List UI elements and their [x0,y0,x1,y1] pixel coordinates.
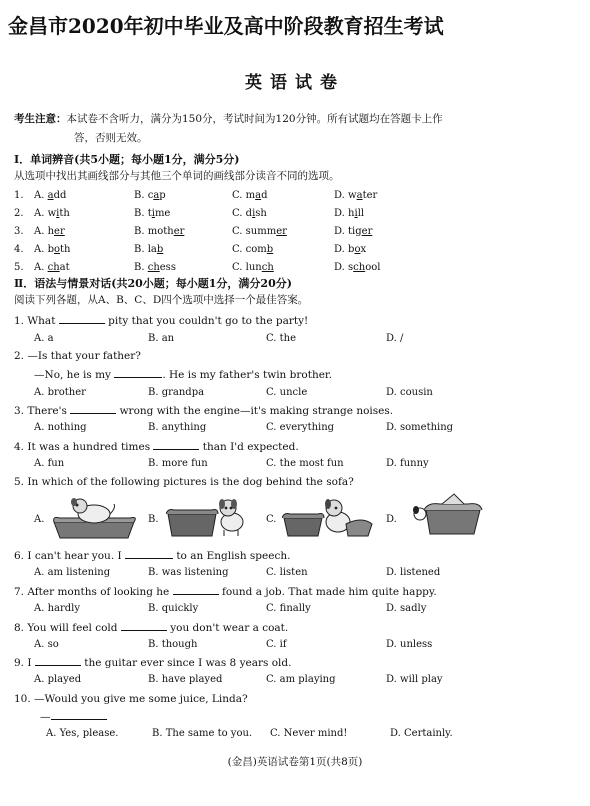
question-6-stem [14,549,290,563]
question-text: the guitar ever since I was 8 years old. [84,657,292,669]
underlined-letters: a [356,190,363,201]
word-part: th [59,208,70,219]
option-letter: D. [334,208,345,219]
word-part: la [147,244,157,255]
option-letter: B. [134,262,145,273]
option-letter: A. [34,244,45,255]
question-text: I can't hear you. I [27,550,122,562]
section1-q3-option-b [134,226,184,238]
question-1-option-c: C. the [266,333,297,344]
question-6-option-d: D. listened [386,567,441,578]
question-number: 6. [14,550,25,562]
answer-blank [70,404,116,414]
question-text: There's [27,405,67,417]
question-10-response [40,710,107,724]
question-number: 9. [14,657,25,669]
question-3-option-b: B. anything [148,422,207,433]
word-part: w [348,190,357,201]
question-8-option-b: B. though [148,639,198,650]
answer-blank [125,549,173,559]
question-7-option-a: A. hardly [34,603,81,614]
question-9-option-d: D. will play [386,674,443,685]
question-4-option-c: C. the most fun [266,458,344,469]
section1-q2-option-d [334,208,364,220]
question-6-option-a: A. am listening [34,567,111,578]
section1-title: Ⅰ．单词辨音(共5小题；每小题1分，满分5分) [14,153,240,166]
underlined-letters: i [354,208,358,219]
word-part: d [261,190,268,201]
option-letter: B. [134,244,145,255]
exam-title: 金昌市2020年初中毕业及高中阶段教育招生考试 [8,14,444,38]
word-part: x [360,244,367,255]
question-3-option-c: C. everything [266,422,335,433]
word-part: ll [357,208,365,219]
question-10-option-d: D. Certainly. [390,728,453,739]
section1-q5-option-b [134,262,176,274]
word-part: w [47,208,57,219]
paper-title: 英语试卷 [245,73,345,93]
answer-blank [153,440,199,450]
option-letter: C. [232,190,243,201]
question-text: to an English speech. [176,550,291,562]
section1-q1-option-d [334,190,377,202]
question-text: In which of the following pictures is the dog behind the sofa? [27,476,354,488]
section1-q1-option-a [34,190,66,202]
question-1-option-b: B. an [148,333,175,344]
question-text: I [27,657,32,669]
notice-line-1 [14,113,443,126]
section1-q2-option-c [232,208,267,220]
section1-q1-option-b [134,190,166,202]
underlined-letters: b [266,244,274,255]
question-7-option-c: C. finally [266,603,311,614]
option-letter: B. [134,208,145,219]
underlined-letters: o [54,244,61,255]
question-text: —No, he is my [34,369,111,381]
option-letter: A. [34,208,45,219]
word-part: ess [159,262,176,273]
word-part: ool [365,262,381,273]
underlined-letters: i [56,208,60,219]
word-part: c [147,190,154,201]
question-text: You will feel cold [27,622,118,634]
section2-title: Ⅱ．语法与情景对话(共20小题；每小题1分，满分20分) [14,277,292,290]
notice-text-1: 本试卷不含听力，满分为150分，考试时间为120分钟。所有试题均在答题卡上作 [66,113,443,125]
option-letter: B. [134,190,145,201]
question-text: After months of looking he [27,586,170,598]
underlined-letters: ch [47,262,60,273]
question-8-stem [14,621,288,635]
question-5-option-a: A. [34,514,45,525]
question-4-stem [14,440,299,454]
option-letter: D. [334,262,345,273]
section1-q5-option-d [334,262,380,274]
word-part: tig [348,226,362,237]
underlined-letters: er [173,226,185,237]
underlined-letters: ch [147,262,160,273]
word-part: d [245,208,253,219]
question-7-stem [14,585,437,599]
word-part: p [159,190,166,201]
question-1-stem [14,314,308,328]
page-footer: (金昌)英语试卷第1页(共8页) [227,756,363,768]
question-2-option-b: B. grandpa [148,387,205,398]
option-letter: D. [334,244,345,255]
option-letter: A. [34,226,45,237]
section1-question-number: 3. [14,226,24,237]
word-part: at [59,262,70,273]
notice-line-2: 答，否则无效。 [74,132,148,144]
question-1-option-a: A. a [34,333,54,344]
question-10-option-c: C. Never mind! [270,728,348,739]
question-5-stem [14,476,354,489]
question-number: 8. [14,622,25,634]
question-text: — [40,711,51,723]
answer-blank [114,368,162,378]
underlined-letters: er [361,226,373,237]
question-text: than I'd expected. [202,441,299,453]
underlined-letters: er [276,226,287,237]
section1-q4-option-a [34,244,71,256]
question-8-option-c: C. if [266,639,287,650]
question-text: found a job. That made him quite happy. [221,586,437,598]
word-part: m [245,190,256,201]
section1-q3-option-d [334,226,372,238]
section2-instruction: 阅读下列各题，从A、B、C、D四个选项中选择一个最佳答案。 [14,294,309,306]
section1-q4-option-c [232,244,273,256]
question-7-option-b: B. quickly [148,603,199,614]
question-text: wrong with the engine—it's making strange noises. [119,405,394,417]
section1-q5-option-a [34,262,70,274]
question-10-option-b: B. The same to you. [152,728,253,739]
question-4-option-d: D. funny [386,458,429,469]
option-letter: C. [232,208,243,219]
answer-blank [121,621,167,631]
question-number: 2. [14,350,25,362]
question-text: pity that you couldn't go to the party! [108,315,309,327]
answer-blank [173,585,219,595]
underlined-letters: er [54,226,65,237]
question-3-stem [14,404,393,418]
underlined-letters: i [151,208,155,219]
section1-question-number: 5. [14,262,24,273]
picture-d-dog-behind-sofa [402,488,484,542]
option-letter: A. [34,190,45,201]
question-number: 1. [14,315,25,327]
answer-blank [59,314,105,324]
question-2-option-a: A. brother [34,387,86,398]
word-part: com [245,244,267,255]
word-part: s [348,262,354,273]
word-part: lun [245,262,262,273]
question-2-option-c: C. uncle [266,387,308,398]
section1-q4-option-d [334,244,366,256]
underlined-letters: ch [261,262,274,273]
underlined-letters: ch [353,262,366,273]
question-6-option-b: B. was listening [148,567,229,578]
question-9-stem [14,656,291,670]
option-letter: A. [34,262,45,273]
question-text: What [27,315,56,327]
word-part: sh [255,208,267,219]
question-2-option-d: D. cousin [386,387,433,398]
section1-q5-option-c [232,262,274,274]
question-4-option-b: B. more fun [148,458,208,469]
option-letter: C. [232,226,243,237]
underlined-letters: a [153,190,160,201]
word-part: moth [147,226,174,237]
section1-q3-option-c [232,226,287,238]
answer-blank [35,656,81,666]
question-9-option-b: B. have played [148,674,223,685]
section1-question-number: 4. [14,244,24,255]
question-10-stem [14,693,248,706]
word-part: dd [53,190,67,201]
section1-q2-option-b [134,208,170,220]
question-number: 5. [14,476,25,488]
question-10-option-a: A. Yes, please. [46,728,119,739]
word-part: th [60,244,71,255]
notice-label: 考生注意： [14,113,67,125]
question-5-option-c: C. [266,514,277,525]
word-part: summ [245,226,277,237]
word-part: b [47,244,54,255]
question-2-response [34,368,332,382]
question-7-option-d: D. sadly [386,603,427,614]
picture-a-dog-on-sofa [50,494,140,544]
question-4-option-a: A. fun [34,458,65,469]
question-1-option-d: D. / [386,333,404,344]
underlined-letters: i [252,208,256,219]
section1-question-number: 2. [14,208,24,219]
picture-c-dog-beside-sofa [282,494,378,544]
question-number: 7. [14,586,25,598]
question-text: you don't wear a coat. [170,622,289,634]
question-text: —Would you give me some juice, Linda? [34,693,248,705]
question-2-stem [14,350,141,363]
option-letter: C. [232,262,243,273]
section1-q3-option-a [34,226,65,238]
word-part: h [47,226,55,237]
word-part: me [154,208,171,219]
section1-q1-option-c [232,190,268,202]
question-text: . He is my father's twin brother. [162,369,333,381]
question-8-option-a: A. so [34,639,59,650]
underlined-letters: a [47,190,54,201]
question-8-option-d: D. unless [386,639,433,650]
underlined-letters: a [255,190,262,201]
option-letter: C. [232,244,243,255]
question-9-option-a: A. played [34,674,82,685]
question-text: It was a hundred times [27,441,151,453]
option-letter: D. [334,226,345,237]
section1-q2-option-a [34,208,70,220]
question-5-option-d: D. [386,514,397,525]
section1-instruction: 从选项中找出其画线部分与其他三个单词的画线部分读音不同的选项。 [14,170,340,182]
option-letter: B. [134,226,145,237]
underlined-letters: o [354,244,361,255]
word-part: t [147,208,152,219]
question-9-option-c: C. am playing [266,674,336,685]
picture-b-dog-beside-sofa [166,492,256,544]
question-text: —Is that your father? [27,350,141,362]
question-5-option-b: B. [148,514,159,525]
word-part: h [348,208,355,219]
section1-q4-option-b [134,244,163,256]
question-3-option-a: A. nothing [34,422,87,433]
question-number: 4. [14,441,25,453]
question-number: 10. [14,693,31,705]
answer-blank [51,710,107,720]
section1-question-number: 1. [14,190,24,201]
question-6-option-c: C. listen [266,567,308,578]
question-number: 3. [14,405,25,417]
underlined-letters: b [156,244,164,255]
question-3-option-d: D. something [386,422,454,433]
word-part: b [348,244,355,255]
option-letter: D. [334,190,345,201]
word-part: ter [362,190,378,201]
